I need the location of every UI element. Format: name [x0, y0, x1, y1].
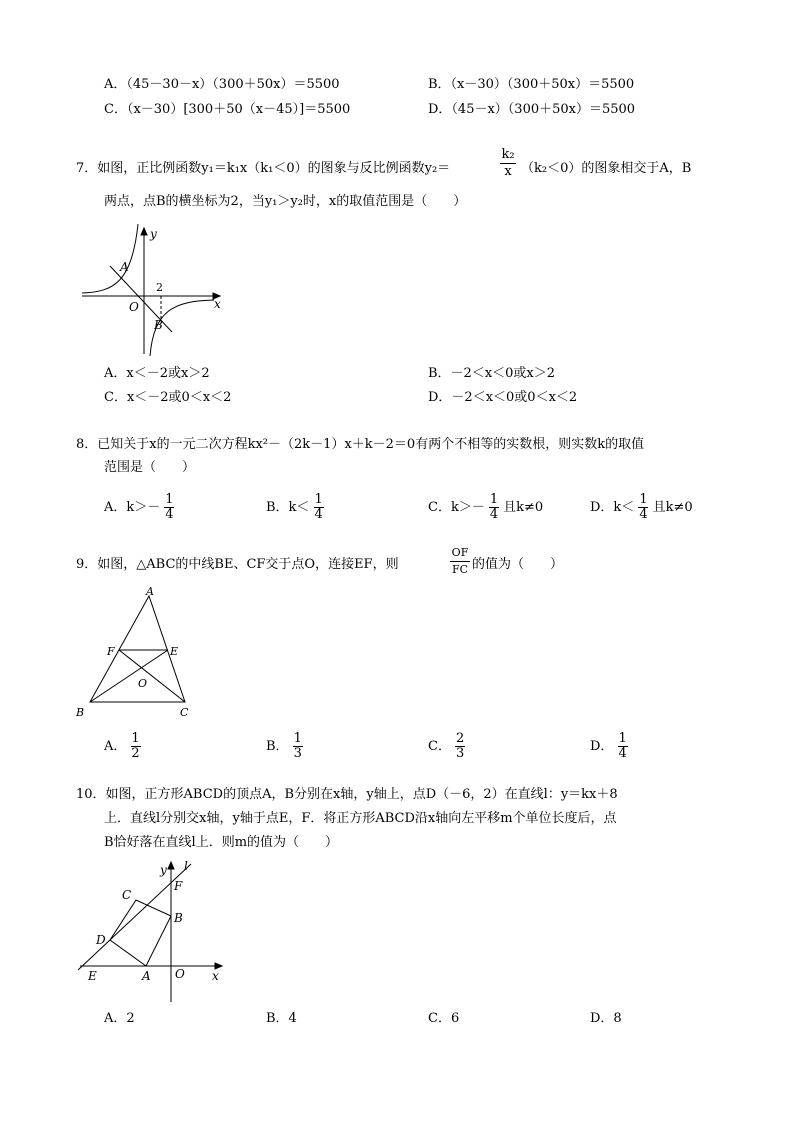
q8-option-a-fraction: [164, 493, 174, 522]
q10-option-b: B．4: [266, 1011, 297, 1026]
q9-option-b-denominator: 3: [293, 746, 302, 761]
q6-option-c: C．（x－30）[300＋50（x－45）]＝5500: [104, 102, 351, 117]
q10-figure: [74, 856, 234, 1006]
q10-label-x: x: [212, 969, 219, 983]
q10-label-f: F: [174, 879, 183, 893]
q8-option-a-prefix: A．k＞－: [104, 500, 161, 515]
q8-fraction-numerator: 1: [489, 492, 499, 507]
q8-option-c-fraction: [489, 493, 499, 522]
q7-label-x: x: [214, 297, 221, 311]
q6-option-b: B．（x－30）（300＋50x）＝5500: [428, 77, 635, 92]
q9-option-a-fraction: [131, 732, 141, 761]
q9-option-c-denominator: 3: [455, 746, 465, 761]
q9-label-e: E: [170, 645, 179, 658]
q7-option-a: A．x＜－2或x＞2: [104, 366, 210, 381]
q8-option-d-fraction: [638, 493, 648, 522]
q9-option-d-numerator: 1: [618, 731, 627, 746]
q10-square-abcd: [110, 900, 171, 966]
q10-label-e: E: [88, 969, 97, 983]
q10-label-d: D: [96, 933, 106, 947]
q10-label-a: A: [142, 969, 151, 983]
q9-option-c-fraction: [455, 732, 465, 761]
q6-option-a: A．（45－30－x）（300＋50x）＝5500: [104, 77, 340, 92]
q9-option-a-numerator: 1: [131, 731, 140, 746]
q8-option-d-suffix: 且k≠0: [652, 500, 693, 515]
q7-fraction-denominator: x: [504, 164, 512, 179]
q10-option-a: A．2: [104, 1011, 135, 1026]
q10-label-y: y: [160, 863, 167, 877]
q7-hyperbola-branch-left: [82, 224, 138, 293]
q9-option-a: [104, 732, 141, 761]
q8-option-c: [428, 493, 543, 522]
q7-stem-fraction: [500, 148, 516, 179]
q9-stem-fraction: [450, 546, 470, 577]
q9-label-c: C: [180, 706, 189, 719]
q10-label-c: C: [122, 888, 132, 902]
q9-stem-part1: 9．如图，△ABC的中线BE、CF交于点O，连接EF，则: [76, 557, 399, 572]
q10-label-o: O: [175, 967, 185, 981]
q8-option-b-prefix: B．k＜: [266, 500, 310, 515]
q8-option-b: [266, 493, 324, 522]
q9-option-b: [266, 732, 303, 761]
q9-option-b-label: B．: [266, 739, 289, 754]
q8-stem-line2: 范围是（ ）: [104, 460, 196, 475]
q9-stem-part2: 的值为（ ）: [472, 557, 564, 572]
q10-stem-line1: 10．如图，正方形ABCD的顶点A，B分别在x轴，y轴上，点D（－6，2）在直线l：y＝kx＋8: [76, 787, 618, 802]
q9-option-d: [590, 732, 628, 761]
q7-label-b: B: [154, 318, 163, 332]
q7-y-axis-arrow: [141, 228, 147, 235]
q7-label-two: 2: [156, 281, 163, 294]
q9-label-o: O: [138, 677, 148, 690]
q8-option-c-suffix: 且k≠0: [503, 500, 544, 515]
q8-option-d-prefix: D．k＜: [590, 500, 635, 515]
q8-fraction-denominator: 4: [165, 507, 174, 522]
q9-option-d-denominator: 4: [618, 746, 627, 761]
q7-stem-part2: （k₂＜0）的图象相交于A，B: [521, 161, 692, 176]
q9-label-b: B: [76, 706, 85, 719]
q10-label-l: l: [184, 859, 188, 873]
q7-label-origin: O: [129, 300, 139, 314]
q9-figure: [72, 584, 202, 724]
q10-stem-line2: 上．直线l分别交x轴，y轴于点E，F．将正方形ABCD沿x轴向左平移m个单位长度后，点: [104, 811, 617, 826]
q7-stem-line2: 两点，点B的横坐标为2，当y₁＞y₂时，x的取值范围是（ ）: [104, 194, 467, 209]
q8-option-d: [590, 493, 693, 522]
q10-label-b: B: [174, 911, 183, 925]
q8-option-b-fraction: [314, 493, 324, 522]
q9-option-d-label: D．: [590, 739, 614, 754]
q9-fraction-numerator: OF: [451, 546, 469, 559]
q9-option-c-label: C．: [428, 739, 451, 754]
q7-option-c: C．x＜－2或0＜x＜2: [104, 390, 232, 405]
q7-label-y: y: [150, 227, 157, 241]
q9-option-a-label: A．: [104, 739, 127, 754]
q9-option-d-fraction: [618, 732, 628, 761]
q7-fraction-numerator: k₂: [501, 147, 515, 162]
q6-option-d: D．（45－x）（300＋50x）＝5500: [428, 102, 636, 117]
q10-option-d: D．8: [590, 1011, 622, 1026]
q8-fraction-denominator: 4: [489, 507, 499, 522]
q9-label-a: A: [146, 585, 154, 598]
q8-fraction-denominator: 4: [314, 507, 323, 522]
q7-stem-part1: 7．如图，正比例函数y₁＝k₁x（k₁＜0）的图象与反比例函数y₂＝: [76, 161, 451, 176]
q9-option-a-denominator: 2: [131, 746, 140, 761]
q8-fraction-numerator: 1: [639, 492, 648, 507]
q9-option-c-numerator: 2: [455, 731, 465, 746]
q9-fraction-denominator: FC: [451, 563, 469, 576]
q7-option-d: D．－2＜x＜0或0＜x＜2: [428, 390, 578, 405]
q10-option-c: C．6: [428, 1011, 460, 1026]
q10-stem-line3: B恰好落在直线l上．则m的值为（ ）: [104, 835, 339, 850]
q8-fraction-numerator: 1: [314, 492, 323, 507]
q7-figure: [74, 222, 234, 362]
q9-option-b-fraction: [293, 732, 303, 761]
q7-option-b: B．－2＜x＜0或x＞2: [428, 366, 556, 381]
q7-label-a: A: [120, 260, 129, 274]
q8-fraction-numerator: 1: [165, 492, 174, 507]
q9-option-c: [428, 732, 465, 761]
q8-fraction-denominator: 4: [639, 507, 648, 522]
q9-option-b-numerator: 1: [293, 731, 302, 746]
q10-y-axis-arrow: [168, 862, 174, 869]
q8-stem-line1: 8．已知关于x的一元二次方程kx²－（2k－1）x＋k－2＝0有两个不相等的实数根，则实数k的取值: [76, 437, 645, 452]
q8-option-a: [104, 493, 174, 522]
q9-label-f: F: [107, 645, 115, 658]
q8-option-c-prefix: C．k＞－: [428, 500, 485, 515]
